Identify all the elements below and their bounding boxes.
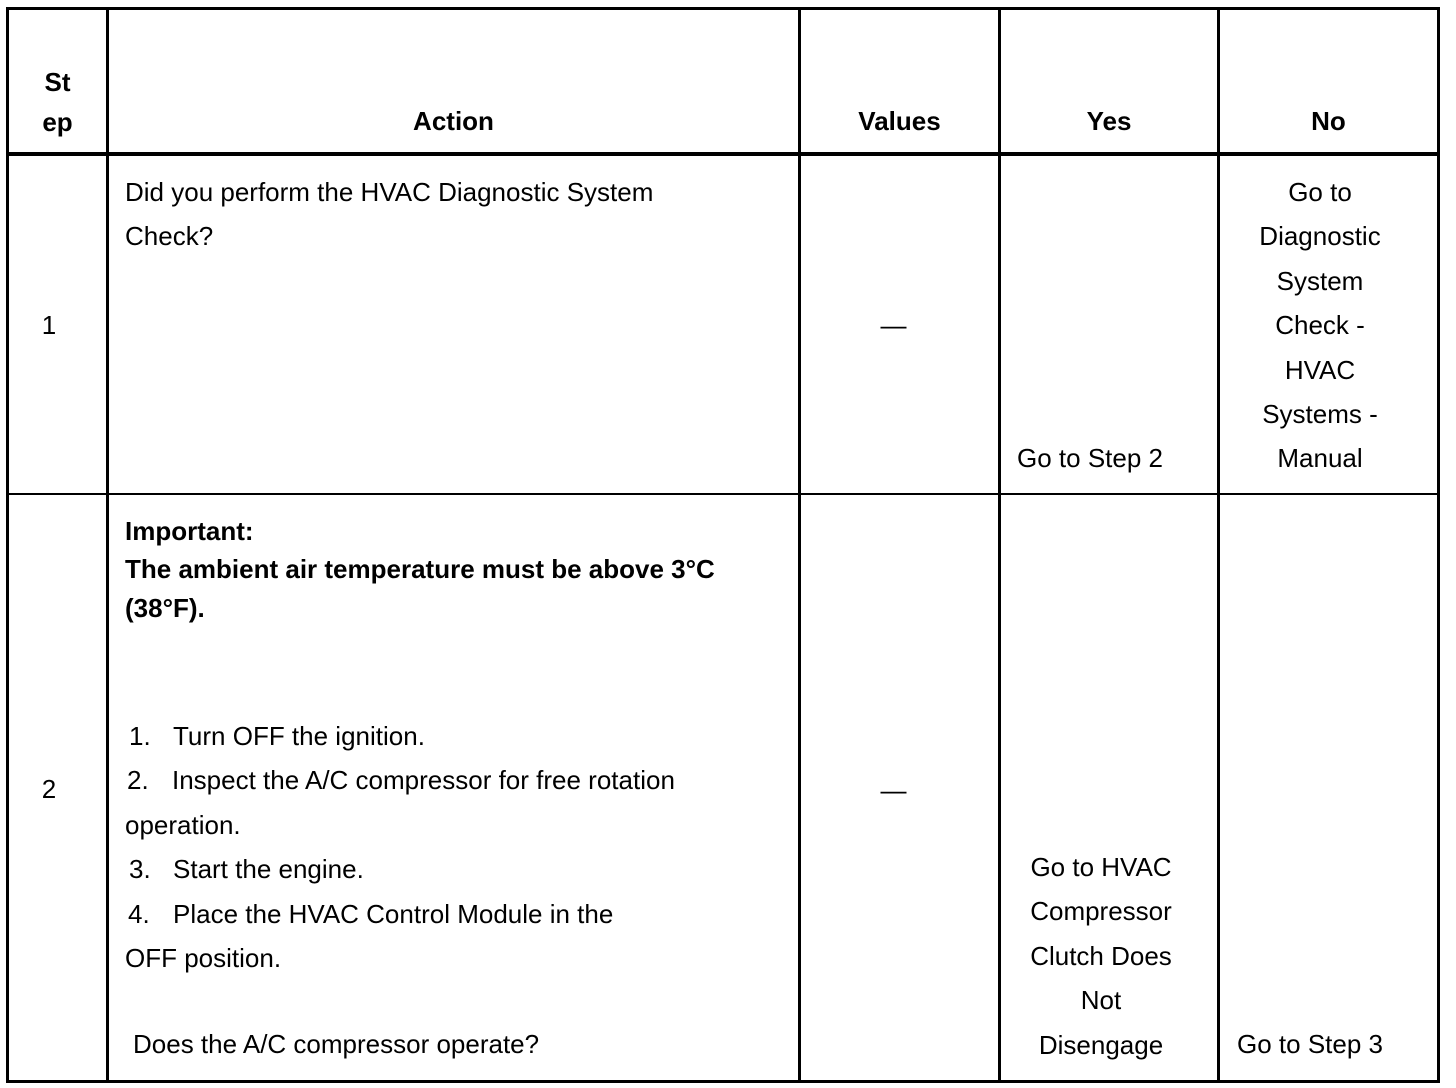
header-values: Values [858, 106, 941, 136]
col-divider-step [106, 7, 109, 1083]
row2-step-4-text: Place the HVAC Control Module in the [173, 899, 614, 929]
row2-step-3-num: 3. [129, 854, 151, 884]
row1-no-line: Diagnostic [1259, 221, 1381, 252]
row1-no [1220, 170, 1420, 481]
header-step [9, 62, 106, 142]
header-step-line1: St [44, 67, 71, 97]
row1-action-line1: Did you perform the HVAC Diagnostic System [125, 177, 654, 207]
table-border-bottom [6, 1080, 1440, 1083]
row1-yes: Go to Step 2 [1017, 443, 1163, 473]
row2-step-2-continuation: operation. [125, 810, 241, 840]
header-action: Action [413, 106, 494, 136]
row2-value: — [880, 775, 907, 805]
row2-step-3-text: Start the engine. [173, 854, 364, 884]
row2-step-1-num: 1. [129, 721, 151, 751]
row1-no-line: HVAC [1284, 354, 1356, 385]
row2-yes-line: Not [1080, 985, 1122, 1016]
row2-important-line1: The ambient air temperature must be above 3°C [125, 554, 715, 584]
row1-no-line: Go to [1288, 177, 1352, 207]
header-step-line2: ep [42, 107, 73, 137]
row2-yes-line: Disengage [1038, 1029, 1164, 1060]
row2-no: Go to Step 3 [1237, 1029, 1383, 1059]
row2-step: 2 [41, 774, 57, 804]
row2-yes [1001, 845, 1201, 1067]
row1-value: — [880, 310, 907, 340]
row1-no-line: System [1276, 265, 1364, 296]
row2-important-label: Important: [125, 516, 254, 546]
row1-action-line2: Check? [125, 221, 214, 251]
table-border-right [1437, 7, 1440, 1083]
col-divider-action [798, 7, 801, 1083]
row1-step: 1 [41, 310, 57, 340]
row-divider [6, 493, 1440, 495]
header-no: No [1311, 106, 1346, 136]
row2-yes-line: Compressor [1030, 896, 1172, 927]
row2-question: Does the A/C compressor operate? [133, 1029, 540, 1059]
row2-yes-line: Go to HVAC [1030, 852, 1172, 882]
table-border-left [6, 7, 9, 1083]
row2-step-2-num: 2. [127, 765, 149, 795]
row2-step-4-num: 4. [128, 899, 150, 929]
header-divider [6, 152, 1440, 156]
row2-important-line2: (38°F). [125, 593, 205, 623]
table-border-top [6, 7, 1440, 10]
row1-no-line: Systems - [1262, 399, 1378, 430]
row2-yes-line: Clutch Does [1030, 940, 1172, 971]
row1-no-line: Manual [1277, 443, 1363, 474]
row2-step-1-text: Turn OFF the ignition. [173, 721, 425, 751]
col-divider-yes [1217, 7, 1220, 1083]
row1-no-line: Check - [1275, 310, 1365, 341]
row2-step-4-continuation: OFF position. [125, 943, 282, 973]
row2-step-2-text: Inspect the A/C compressor for free rotation [172, 765, 675, 795]
header-yes: Yes [1086, 106, 1132, 136]
